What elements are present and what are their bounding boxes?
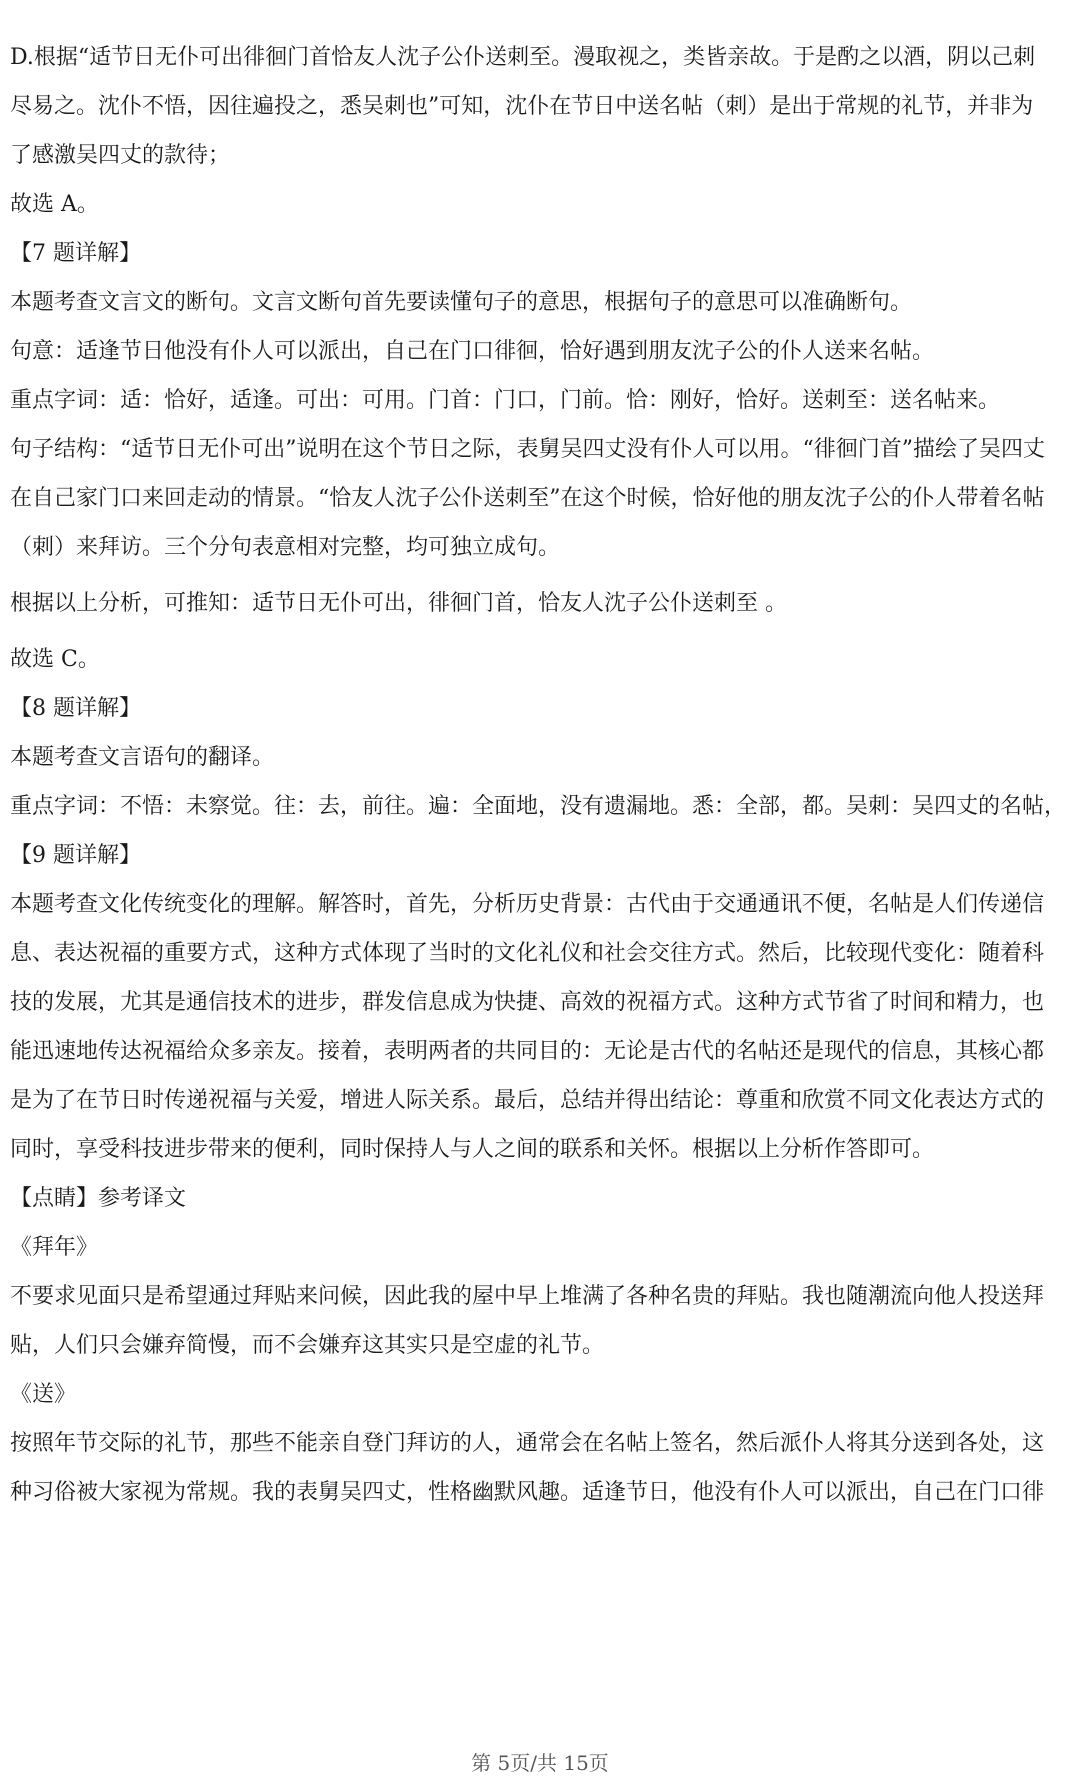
text-line: 本题考查文化传统变化的理解。解答时，首先，分析历史背景：古代由于交通通讯不便，名帖是人们传递信 <box>10 892 1045 917</box>
text-line: 是为了在节日时传递祝福与关爱，增进人际关系。最后，总结并得出结论：尊重和欣赏不同文化表达方式的 <box>10 1088 1045 1113</box>
subtitle: 《送》 <box>10 1382 77 1407</box>
text-line: 同时，享受科技进步带来的便利，同时保持人与人之间的联系和关怀。根据以上分析作答即可。 <box>10 1137 935 1162</box>
text-line: 故选 C。 <box>10 647 100 672</box>
section-heading: 【8 题详解】 <box>10 696 141 721</box>
section-heading: 【7 题详解】 <box>10 241 141 266</box>
text-line: （刺）来拜访。三个分句表意相对完整，均可独立成句。 <box>10 535 561 560</box>
section-heading: 【9 题详解】 <box>10 843 141 868</box>
text-line: 句意：适逢节日他没有仆人可以派出，自己在门口徘徊，恰好遇到朋友沈子公的仆人送来名帖。 <box>10 339 935 364</box>
subtitle: 《拜年》 <box>10 1235 99 1260</box>
text-line: 技的发展，尤其是通信技术的进步，群发信息成为快捷、高效的祝福方式。这种方式节省了时间和精力，也 <box>10 990 1045 1015</box>
section-heading: 【点睛】参考译文 <box>10 1186 187 1211</box>
text-line: 本题考查文言语句的翻译。 <box>10 745 275 770</box>
text-line: 种习俗被大家视为常规。我的表舅吴四丈，性格幽默风趣。适逢节日，他没有仆人可以派出，自己在门口徘 <box>10 1480 1045 1505</box>
text-line: 重点字词：不悟：未察觉。往：去，前往。遍：全面地，没有遗漏地。悉：全部，都。吴刺：吴四丈的名帖， <box>10 794 1067 819</box>
text-line: 贴，人们只会嫌弃简慢，而不会嫌弃这其实只是空虚的礼节。 <box>10 1333 605 1358</box>
text-line: 重点字词：适：恰好，适逢。可出：可用。门首：门口，门前。恰：刚好，恰好。送刺至：送名帖来。 <box>10 388 1001 413</box>
text-line: 不要求见面只是希望通过拜贴来问候，因此我的屋中早上堆满了各种名贵的拜贴。我也随潮流向他人投送拜 <box>10 1284 1045 1309</box>
text-line: 按照年节交际的礼节，那些不能亲自登门拜访的人，通常会在名帖上签名，然后派仆人将其分送到各处，这 <box>10 1431 1045 1456</box>
text-line: 在自己家门口来回走动的情景。“恰友人沈子公仆送刺至”在这个时候，恰好他的朋友沈子公的仆人带着名帖 <box>10 486 1045 511</box>
text-line: 根据以上分析，可推知：适节日无仆可出，徘徊门首，恰友人沈子公仆送刺至 。 <box>10 591 787 616</box>
text-line: 句子结构：“适节日无仆可出”说明在这个节日之际，表舅吴四丈没有仆人可以用。“徘徊门首”描绘了吴四丈 <box>10 437 1045 462</box>
text-line: 故选 A。 <box>10 192 99 217</box>
text-line: 尽易之。沈仆不悟，因往遍投之，悉吴刺也”可知，沈仆在节日中送名帖（刺）是出于常规的礼节，并非为 <box>10 94 1034 119</box>
text-line: D.根据“适节日无仆可出徘徊门首恰友人沈子公仆送刺至。漫取视之，类皆亲故。于是酌之以酒，阴以己刺 <box>10 45 1036 70</box>
text-line: 了感激吴四丈的款待； <box>10 143 231 168</box>
page-number: 第 5页/共 15页 <box>471 1751 609 1775</box>
text-line: 本题考查文言文的断句。文言文断句首先要读懂句子的意思，根据句子的意思可以准确断句。 <box>10 290 913 315</box>
text-line: 能迅速地传达祝福给众多亲友。接着，表明两者的共同目的：无论是古代的名帖还是现代的信息，其核心都 <box>10 1039 1045 1064</box>
text-line: 息、表达祝福的重要方式，这种方式体现了当时的文化礼仪和社会交往方式。然后，比较现代变化：随着科 <box>10 941 1045 966</box>
